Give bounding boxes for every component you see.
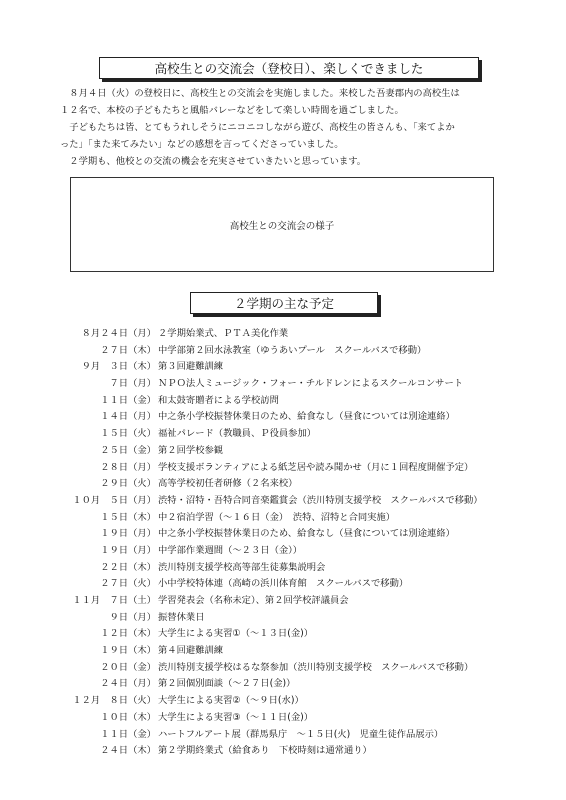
schedule-row bbox=[60, 443, 540, 460]
schedule-date: ２７日（木） bbox=[100, 344, 156, 356]
schedule-event: 中学部第２回水泳教室（ゆうあいプール スクールバスで移動） bbox=[158, 344, 427, 356]
schedule-event: 和太鼓寄贈者による学校訪問 bbox=[158, 394, 279, 406]
section-heading-exchange bbox=[99, 57, 479, 79]
paragraph-line: ８月４日（火）の登校日に、高校生との交流会を実施しました。来校した吾妻郡内の高校生は bbox=[60, 88, 460, 99]
schedule-date: １９日（月） bbox=[100, 528, 156, 540]
schedule-event: 第２学期終業式（給食あり 下校時刻は通常通り） bbox=[158, 745, 372, 757]
schedule-date: １０日（木） bbox=[100, 711, 156, 723]
schedule-row bbox=[60, 626, 540, 643]
schedule-row bbox=[60, 359, 540, 376]
schedule-row bbox=[60, 710, 540, 727]
schedule-event: ハートフルアート展（群馬県庁 ～１５日(火) 児童生徒作品展示） bbox=[158, 728, 444, 740]
schedule-row bbox=[60, 693, 540, 710]
schedule-row bbox=[60, 643, 540, 660]
schedule-row bbox=[60, 543, 540, 560]
schedule-row bbox=[60, 326, 540, 343]
schedule-row bbox=[60, 576, 540, 593]
schedule-row bbox=[60, 376, 540, 393]
schedule-row bbox=[60, 526, 540, 543]
schedule-date: １１日（金） bbox=[100, 728, 156, 740]
schedule-row bbox=[60, 460, 540, 477]
schedule-event: 大学生による実習②（～９日(水)） bbox=[158, 695, 304, 707]
schedule-list bbox=[60, 326, 540, 760]
exchange-report-paragraph bbox=[60, 85, 520, 170]
schedule-date: １０月 ５日（月） bbox=[72, 494, 156, 506]
schedule-event: 中２宿泊学習（～１６日（金） 渋特、沼特と合同実施） bbox=[158, 511, 396, 523]
schedule-event: 大学生による実習③（～１１日(金)） bbox=[158, 711, 314, 723]
schedule-row bbox=[60, 343, 540, 360]
schedule-event: 第２回学校参観 bbox=[158, 444, 224, 456]
schedule-event: 中之条小学校振替休業日のため、給食なし（昼食については別途連絡） bbox=[158, 411, 455, 423]
schedule-event: 学習発表会（名称未定）、第２回学校評議員会 bbox=[158, 595, 349, 606]
schedule-date: ７日（月） bbox=[109, 378, 156, 390]
schedule-event: 高等学校初任者研修（２名来校） bbox=[158, 478, 298, 490]
paragraph-line: 子どもたちは皆、とてもうれしそうにニコニコしながら遊び、高校生の皆さんも、「来てよか bbox=[60, 122, 455, 133]
schedule-row bbox=[60, 560, 540, 577]
schedule-event: 渋川特別支援学校はるな祭参加（渋川特別支援学校 スクールバスで移動） bbox=[158, 661, 474, 673]
schedule-date: ２５日（金） bbox=[100, 444, 156, 456]
schedule-date: ２８日（月） bbox=[100, 461, 156, 473]
schedule-event: 福祉パレード（教職員、Ｐ役員参加） bbox=[158, 428, 317, 440]
schedule-date: １２月 ８日（火） bbox=[72, 695, 156, 707]
schedule-event: 大学生による実習①（～１３日(金)） bbox=[158, 628, 314, 640]
schedule-date: １１月 ７日（土） bbox=[72, 595, 156, 606]
schedule-row bbox=[60, 393, 540, 410]
schedule-row bbox=[60, 476, 540, 493]
schedule-date: １５日（火） bbox=[100, 428, 156, 440]
schedule-row bbox=[60, 743, 540, 760]
schedule-date: １９日（月） bbox=[100, 544, 156, 556]
schedule-event: 第２回個別面談（～２７日(金)） bbox=[158, 678, 296, 690]
paragraph-line: った」「また来てみたい」などの感想を言ってくださっていました。 bbox=[60, 139, 344, 150]
schedule-event: 振替休業日 bbox=[158, 611, 205, 623]
schedule-event: 渋川特別支援学校高等部生徒募集説明会 bbox=[158, 561, 326, 573]
schedule-row bbox=[60, 660, 540, 677]
section-heading-schedule-text: ２学期の主な予定 bbox=[233, 296, 334, 311]
schedule-event: 学校支援ボランティアによる紙芝居や読み聞かせ（月に１回程度開催予定） bbox=[158, 461, 474, 473]
schedule-date: １９日（木） bbox=[100, 645, 156, 657]
photo-caption: 高校生との交流会の様子 bbox=[229, 220, 335, 232]
schedule-row bbox=[60, 510, 540, 527]
schedule-row bbox=[60, 676, 540, 693]
schedule-date: ２９日（火） bbox=[100, 478, 156, 490]
schedule-row bbox=[60, 493, 540, 510]
photo-placeholder bbox=[70, 177, 494, 272]
schedule-row bbox=[60, 610, 540, 627]
schedule-event: ２学期始業式、ＰＴＡ美化作業 bbox=[158, 328, 289, 339]
schedule-row bbox=[60, 426, 540, 443]
schedule-event: 第３回避難訓練 bbox=[158, 361, 224, 373]
section-heading-schedule bbox=[190, 292, 378, 314]
schedule-event: ＮＰＯ法人ミュージック・フォー・チルドレンによるスクールコンサート bbox=[158, 378, 464, 390]
schedule-event: 渋特・沼特・吾特合同音楽鑑賞会（渋川特別支援学校 スクールバスで移動） bbox=[158, 494, 483, 506]
schedule-date: １１日（金） bbox=[100, 394, 156, 406]
schedule-row bbox=[60, 593, 540, 610]
paragraph-line: ２学期も、他校との交流の機会を充実させていきたいと思っています。 bbox=[60, 156, 367, 167]
schedule-row bbox=[60, 727, 540, 744]
section-heading-exchange-text: 高校生との交流会（登校日）、楽しくできました bbox=[154, 61, 424, 76]
schedule-event: 小中学校特体連（高崎の浜川体育館 スクールバスで移動） bbox=[158, 578, 409, 590]
schedule-date: ８月２４日（月） bbox=[81, 328, 156, 339]
schedule-date: １５日（木） bbox=[100, 511, 156, 523]
schedule-event: 中学部作業週間（～２３日（金）） bbox=[158, 544, 303, 556]
paragraph-line: １２名で、本校の子どもたちと風船バレーなどをして楽しい時間を過ごしました。 bbox=[60, 105, 404, 116]
schedule-date: ２７日（火） bbox=[100, 578, 156, 590]
schedule-date: ９月 ３日（木） bbox=[81, 361, 156, 373]
schedule-date: ２２日（木） bbox=[100, 561, 156, 573]
schedule-event: 中之条小学校振替休業日のため、給食なし（昼食については別途連絡） bbox=[158, 528, 455, 540]
schedule-event: 第４回避難訓練 bbox=[158, 645, 224, 657]
schedule-date: ９日（月） bbox=[109, 611, 156, 623]
schedule-date: １４日（月） bbox=[100, 411, 156, 423]
schedule-date: ２４日（木） bbox=[100, 745, 156, 757]
schedule-date: １２日（木） bbox=[100, 628, 156, 640]
schedule-date: ２４日（月） bbox=[100, 678, 156, 690]
schedule-date: ２０日（金） bbox=[100, 661, 156, 673]
schedule-row bbox=[60, 409, 540, 426]
